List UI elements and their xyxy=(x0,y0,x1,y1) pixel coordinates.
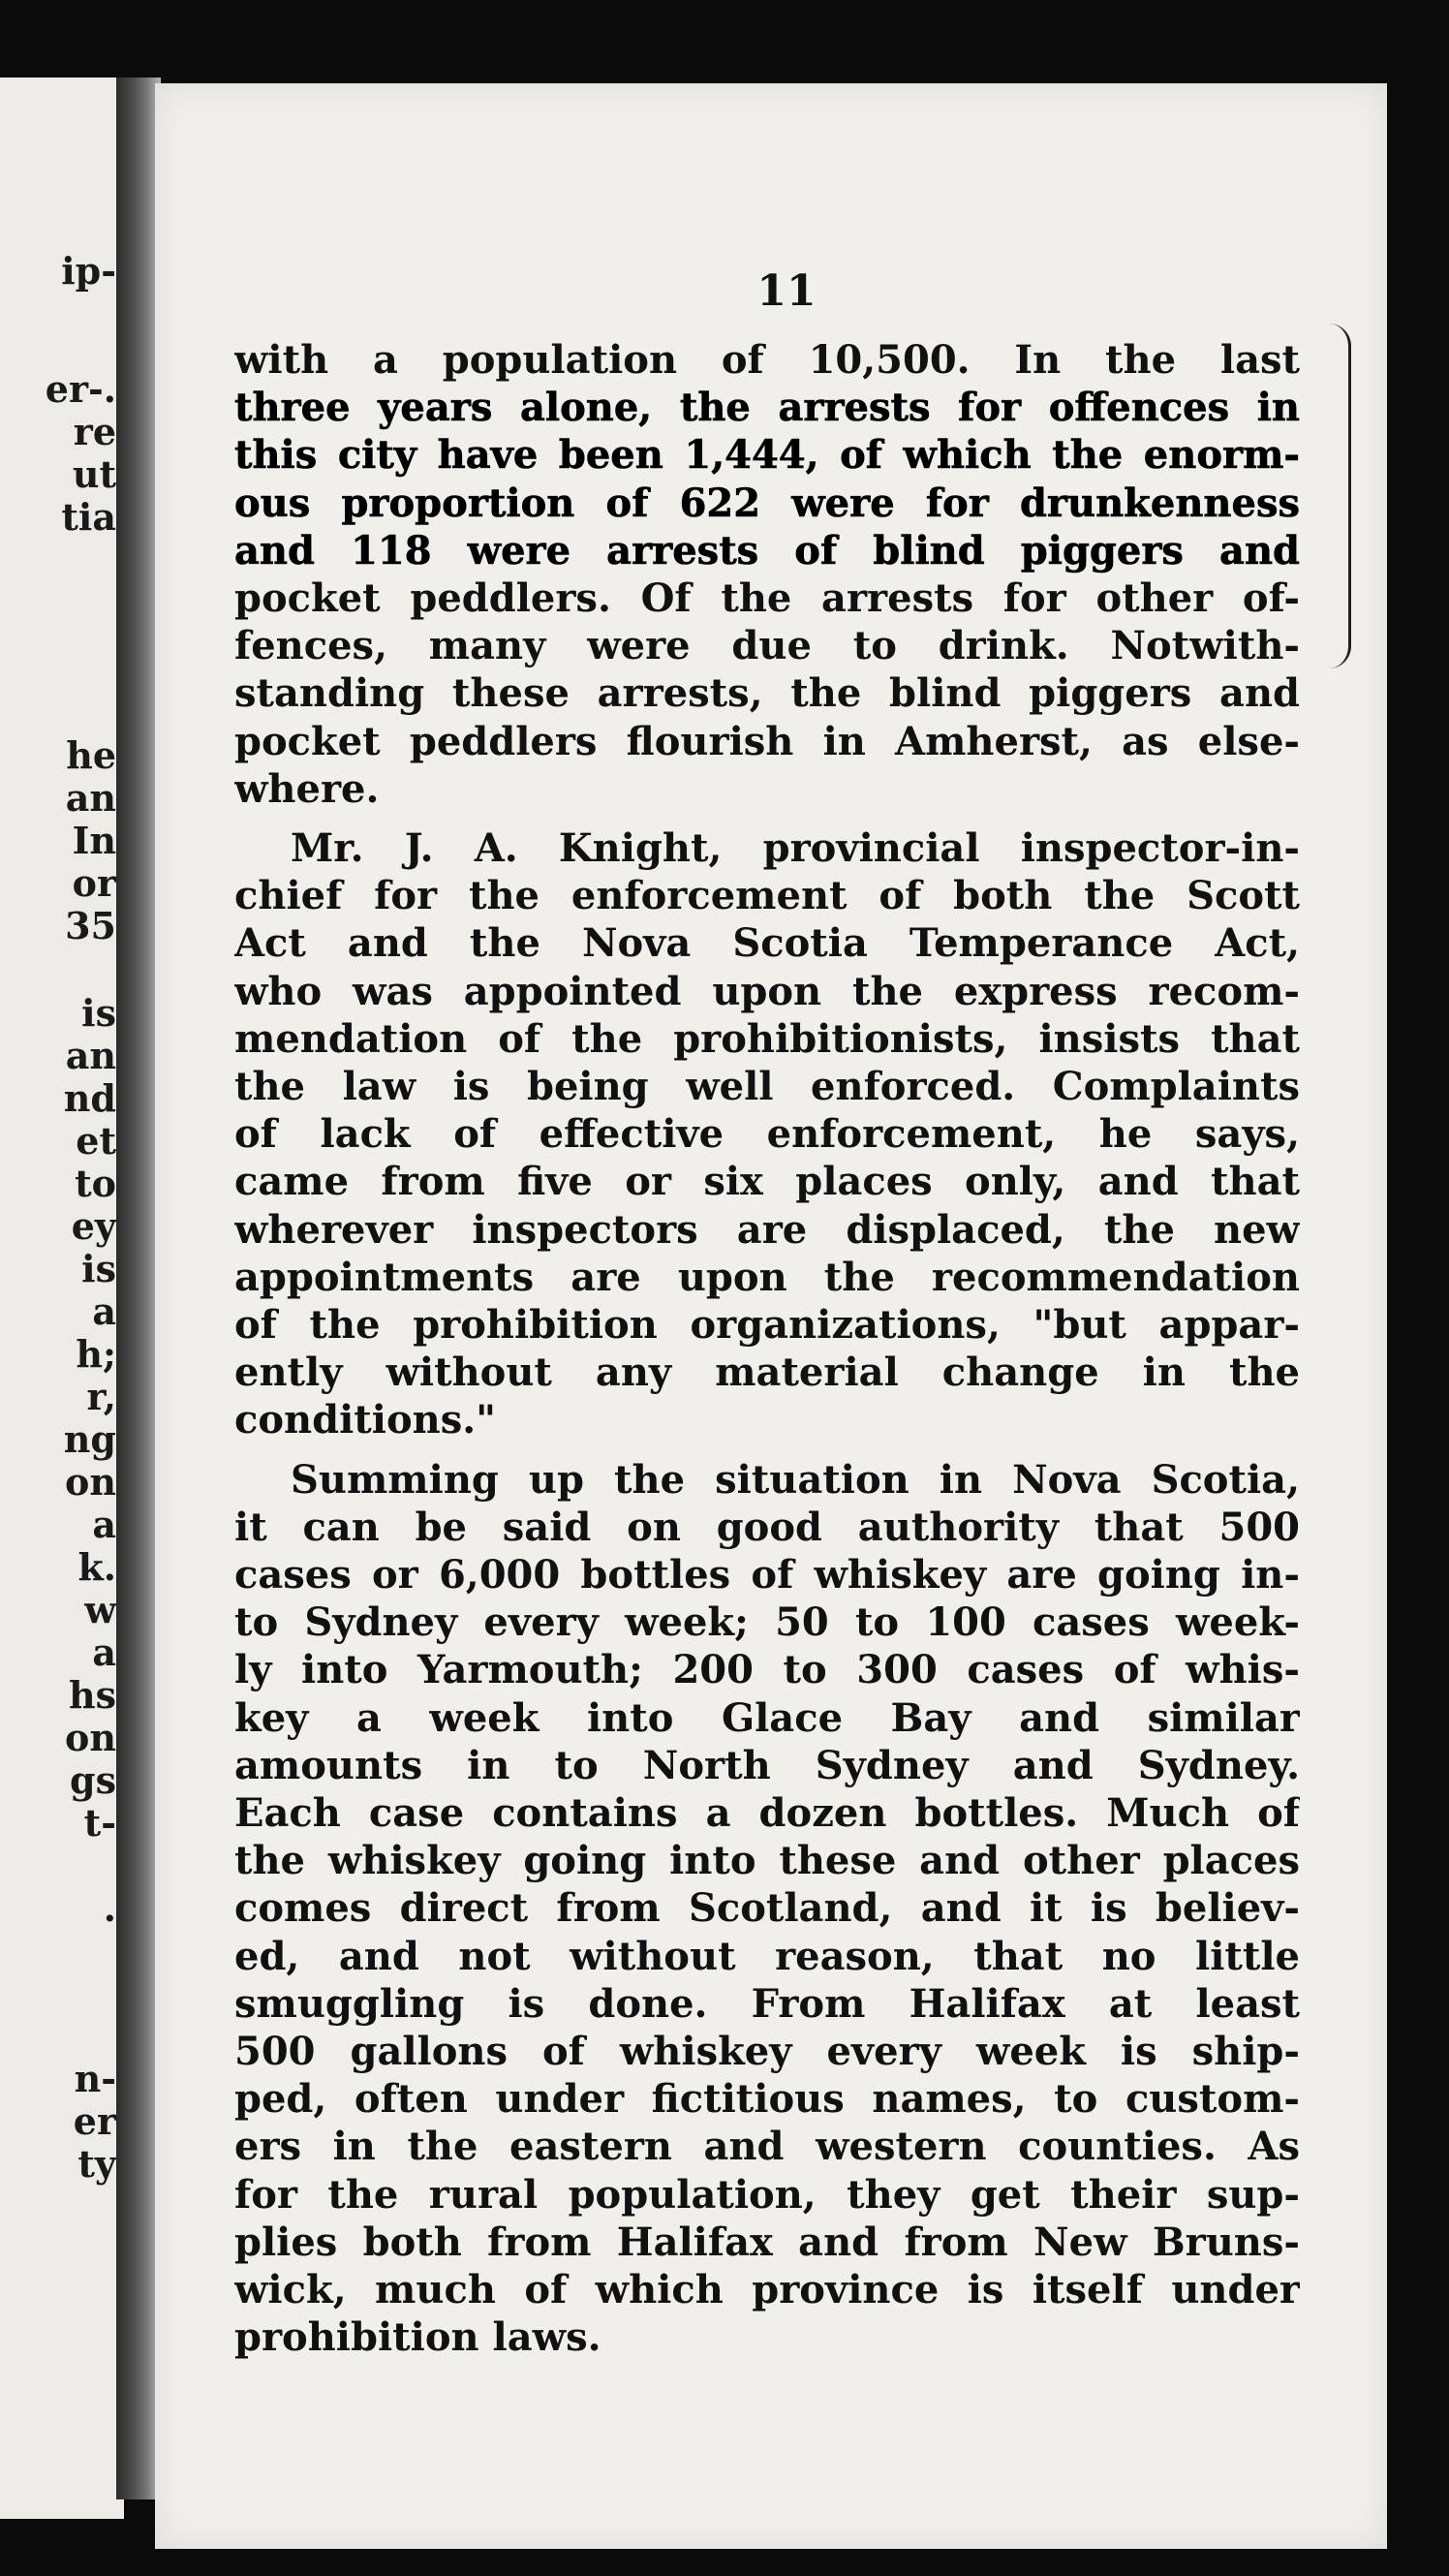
text-line: of the prohibition organizations, "but appar- xyxy=(234,1302,1300,1348)
text-line: this city have been 1,444, of which the enorm- xyxy=(234,432,1300,479)
text-line: mendation of the prohibitionists, insists that xyxy=(234,1015,1300,1062)
left-page-fragment: . xyxy=(103,1886,116,1930)
text-line: pocket peddlers. Of the arrests for other of- xyxy=(234,575,1300,621)
left-page-fragment: gs xyxy=(70,1758,116,1802)
text-line: Each case contains a dozen bottles. Much of xyxy=(234,1790,1300,1836)
left-page-fragment: hs xyxy=(68,1673,116,1717)
text-line: prohibition laws. xyxy=(234,2314,601,2361)
left-page-fragment: In xyxy=(72,819,116,862)
margin-bracket-mark xyxy=(1329,324,1351,668)
page-number: 11 xyxy=(756,266,817,316)
text-line: to Sydney every week; 50 to 100 cases week- xyxy=(234,1599,1300,1646)
text-line: the whiskey going into these and other places xyxy=(234,1838,1300,1884)
left-page-fragment: h; xyxy=(76,1332,116,1376)
text-line: where. xyxy=(234,765,380,812)
text-line: with a population of 10,500. In the last xyxy=(234,337,1300,383)
left-page-fragment: n- xyxy=(74,2057,116,2100)
left-page-fragment: is xyxy=(81,991,116,1035)
text-line: Mr. J. A. Knight, provincial inspector-in- xyxy=(291,825,1300,871)
left-page-edge xyxy=(0,78,124,2519)
text-line: ped, often under fictitious names, to custom- xyxy=(234,2076,1300,2123)
left-page-fragment: w xyxy=(84,1588,116,1631)
text-line: key a week into Glace Bay and similar xyxy=(234,1694,1300,1741)
text-line: Act and the Nova Scotia Temperance Act, xyxy=(234,920,1300,967)
left-page-fragment: a xyxy=(92,1503,116,1546)
left-page-fragment: a xyxy=(92,1630,116,1674)
left-page-fragment: to xyxy=(75,1162,116,1205)
text-line: 500 gallons of whiskey every week is ship- xyxy=(234,2029,1300,2074)
text-line: the law is being well enforced. Complaints xyxy=(234,1064,1300,1109)
text-line: plies both from Halifax and from New Bruns- xyxy=(234,2219,1300,2265)
left-page-fragment: et xyxy=(76,1119,116,1163)
book-page xyxy=(155,83,1387,2549)
text-line: ently without any material change in the xyxy=(234,1350,1300,1396)
left-page-fragment: 35 xyxy=(65,904,116,947)
left-page-fragment: is xyxy=(81,1247,116,1290)
left-page-fragment: or xyxy=(72,861,116,905)
text-line: appointments are upon the recommendation xyxy=(234,1254,1300,1300)
left-page-fragment: ty xyxy=(77,2142,116,2186)
text-line: of lack of effective enforcement, he says, xyxy=(234,1111,1300,1158)
left-page-fragment: t- xyxy=(83,1801,116,1845)
text-line: amounts in to North Sydney and Sydney. xyxy=(234,1742,1300,1788)
left-page-fragment: an xyxy=(65,776,116,820)
text-line: standing these arrests, the blind piggers and xyxy=(234,670,1300,717)
text-line: comes direct from Scotland, and it is believ- xyxy=(234,1885,1300,1932)
text-line: smuggling is done. From Halifax at least xyxy=(234,1980,1300,2027)
text-line: and 118 were arrests of blind piggers and xyxy=(234,527,1300,574)
left-page-fragment: ng xyxy=(63,1417,116,1461)
text-line: three years alone, the arrests for offences in xyxy=(234,385,1300,431)
text-line: ed, and not without reason, that no little xyxy=(234,1933,1300,1979)
left-page-fragment: re xyxy=(73,410,116,453)
left-page-fragment: ut xyxy=(72,452,116,496)
text-line: pocket peddlers flourish in Amherst, as else- xyxy=(234,718,1300,764)
text-line: fences, many were due to drink. Notwith- xyxy=(234,623,1300,669)
text-line: chief for the enforcement of both the Scott xyxy=(234,873,1300,919)
text-line: conditions." xyxy=(234,1397,496,1443)
text-line: came from five or six places only, and that xyxy=(234,1159,1300,1205)
text-line: Summing up the situation in Nova Scotia, xyxy=(291,1456,1300,1503)
left-page-fragment: on xyxy=(65,1716,116,1759)
text-line: cases or 6,000 bottles of whiskey are going in- xyxy=(234,1552,1300,1598)
left-page-fragment: a xyxy=(92,1289,116,1333)
left-page-fragment: tia xyxy=(61,495,116,539)
left-page-fragment: ey xyxy=(71,1204,116,1248)
left-page-fragment: er-. xyxy=(45,367,116,411)
left-page-fragment: k. xyxy=(77,1545,116,1589)
text-line: ers in the eastern and western counties. As xyxy=(234,2124,1300,2170)
text-line: wick, much of which province is itself under xyxy=(234,2267,1300,2312)
left-page-fragment: r, xyxy=(86,1375,116,1418)
text-line: who was appointed upon the express recom- xyxy=(234,968,1300,1014)
text-line: ly into Yarmouth; 200 to 300 cases of whis- xyxy=(234,1647,1300,1693)
left-page-fragment: on xyxy=(65,1460,116,1504)
left-page-fragment: ip- xyxy=(61,249,116,293)
text-line: it can be said on good authority that 500 xyxy=(234,1504,1300,1550)
text-line: wherever inspectors are displaced, the new xyxy=(234,1206,1300,1253)
text-line: ous proportion of 622 were for drunkenness xyxy=(234,480,1300,526)
text-line: for the rural population, they get their sup- xyxy=(234,2171,1300,2218)
left-page-fragment: an xyxy=(65,1034,116,1077)
left-page-fragment: nd xyxy=(63,1076,116,1120)
left-page-fragment: he xyxy=(66,733,116,777)
left-page-fragment: er xyxy=(73,2099,116,2143)
